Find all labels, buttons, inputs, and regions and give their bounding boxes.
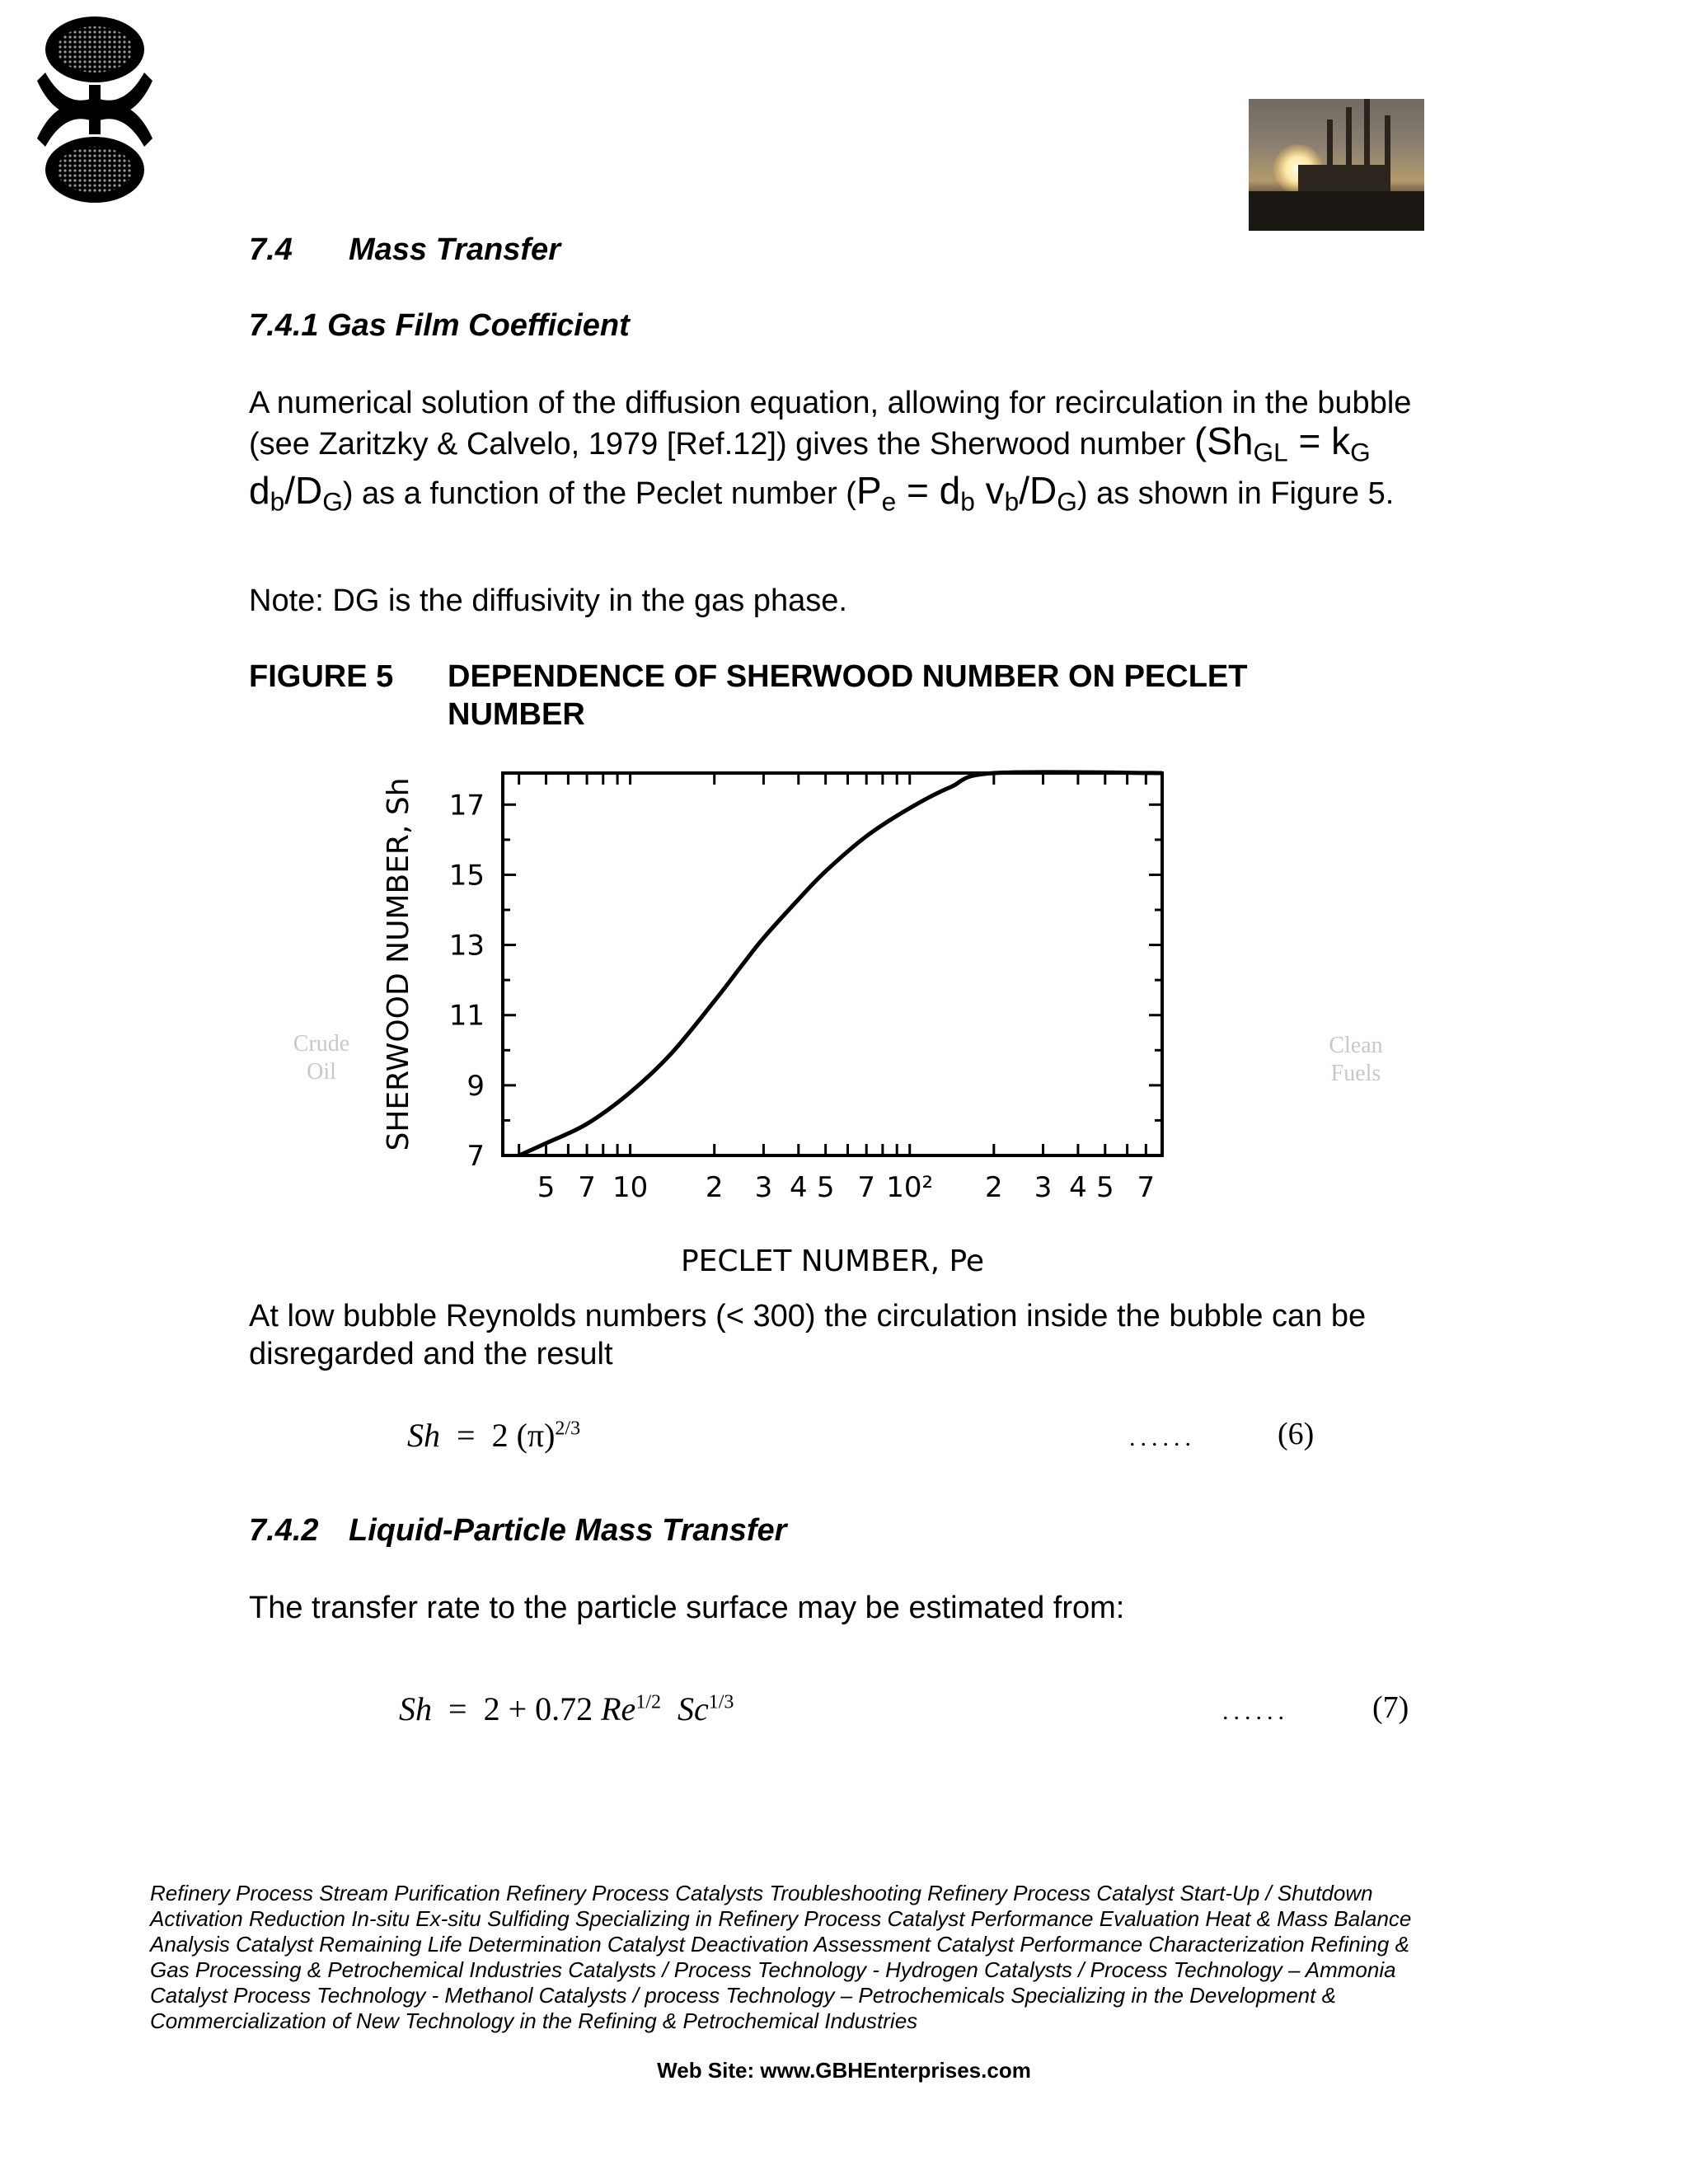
note-text: Note: DG is the diffusivity in the gas phase. bbox=[249, 583, 847, 618]
section-title: Mass Transfer bbox=[349, 232, 560, 267]
subsection2-title: Liquid-Particle Mass Transfer bbox=[349, 1513, 787, 1548]
sherwood-curve bbox=[519, 772, 1162, 1155]
x-tick-label: 10 bbox=[612, 1171, 649, 1204]
watermark-left: Crude Oil bbox=[293, 1031, 350, 1085]
y-tick-label: 15 bbox=[448, 859, 485, 893]
x-tick-label: 5 bbox=[816, 1171, 835, 1204]
x-tick-label: 3 bbox=[1034, 1171, 1053, 1204]
x-tick-label: 7 bbox=[857, 1171, 876, 1204]
x-tick-label: 2 bbox=[985, 1171, 1003, 1204]
y-tick-label: 13 bbox=[448, 929, 485, 963]
company-logo-icon bbox=[33, 15, 157, 204]
x-axis-label: PECLET NUMBER, Pe bbox=[680, 1244, 985, 1278]
figure-label: FIGURE 5 bbox=[249, 659, 394, 694]
watermark-right: Clean Fuels bbox=[1329, 1033, 1383, 1086]
y-tick-label: 7 bbox=[467, 1140, 485, 1173]
equation-7-number: (7) bbox=[1372, 1690, 1409, 1725]
equation-6-leader: ...... bbox=[1129, 1424, 1196, 1451]
x-tick-label: 4 bbox=[789, 1171, 808, 1204]
equation-6: Sh = 2 $(\pi)^{2/3}$ bbox=[407, 1417, 581, 1454]
y-tick-label: 17 bbox=[448, 789, 485, 823]
refinery-sunset-photo bbox=[1249, 99, 1424, 231]
plot-frame bbox=[503, 773, 1162, 1155]
x-tick-label: 10² bbox=[886, 1171, 934, 1204]
subsection2-number: 7.4.2 bbox=[249, 1513, 319, 1548]
equation-6-number: (6) bbox=[1278, 1417, 1315, 1451]
y-axis-label: SHERWOOD NUMBER, Sh bbox=[382, 777, 415, 1151]
y-tick-label: 9 bbox=[467, 1069, 485, 1103]
reynolds-paragraph: At low bubble Reynolds numbers (< 300) the circulation inside the bubble can be disregarded and the result bbox=[249, 1299, 1367, 1371]
x-tick-label: 4 bbox=[1069, 1171, 1087, 1204]
equation-7-leader: ...... bbox=[1222, 1698, 1289, 1725]
y-tick-label: 11 bbox=[448, 999, 485, 1033]
footer-website: Web Site: www.GBHEnterprises.com bbox=[657, 2058, 1031, 2083]
x-tick-label: 3 bbox=[754, 1171, 773, 1204]
x-tick-label: 7 bbox=[1137, 1171, 1156, 1204]
transfer-paragraph: The transfer rate to the particle surface may be estimated from: bbox=[249, 1591, 1125, 1625]
section-number: 7.4 bbox=[249, 232, 293, 267]
x-tick-label: 7 bbox=[578, 1171, 596, 1204]
footer-services-text: Refinery Process Stream Purification Refinery Process Catalysts Troubleshooting Refinery Process Catalyst Start-Up / Shutdown Activation Reduction In-situ Ex-situ Sulfiding Specializing in Refinery Process Catalyst Performance Evaluation Heat & Mass Balance Analysis Catalyst Remaining Life Determination Catalyst Deactivation Assessment Catalyst Performance Characterization Refining & Gas Processing & Petrochemical Industries Catalysts / Process Technology - Hydrogen Catalysts / Process Technology – Ammonia Catalyst Process Technology - Methanol Catalysts / process Technology – Petrochemicals Specializing in the Development & Commercialization of New Technology in the Refining & Petrochemical Industries bbox=[150, 1881, 1412, 2033]
x-tick-label: 2 bbox=[705, 1171, 724, 1204]
subsection-title: 7.4.1 Gas Film Coefficient bbox=[249, 308, 630, 343]
equation-7: Sh = 2 + 0.72 $Re^{1/2}$ $Sc^{1/3}$ bbox=[399, 1690, 734, 1727]
intro-paragraph: A numerical solution of the diffusion equation, allowing for recirculation in the bubble (see Zaritzky & Calvelo, 1979 [Ref.12]) gives the Sherwood number ($Sh_{GL} = k_G$ $d_b/D_G$) as a function of the Peclet number ($P_e = d_b$ $v_b/D_G$) as shown in Figure 5. bbox=[249, 386, 1412, 517]
sherwood-peclet-chart bbox=[375, 766, 1216, 1282]
x-tick-label: 5 bbox=[1095, 1171, 1114, 1204]
figure-title: DEPENDENCE OF SHERWOOD NUMBER ON PECLET NUMBER bbox=[448, 659, 1248, 732]
x-tick-label: 5 bbox=[537, 1171, 556, 1204]
